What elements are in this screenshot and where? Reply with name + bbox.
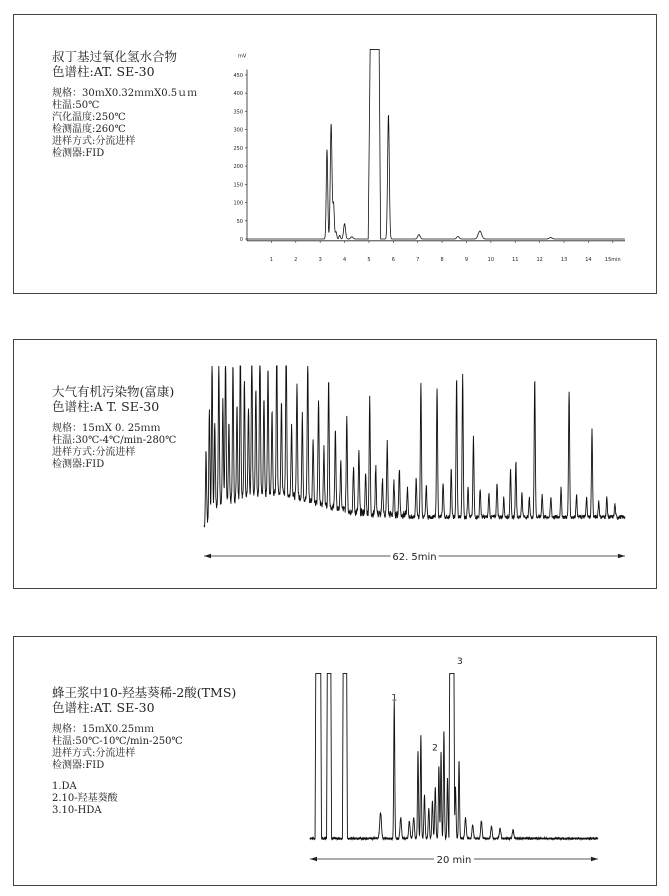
chromatogram-panel-2 [13,339,657,589]
arrow-head-left [310,857,317,861]
y-tick-label: 0 [239,237,243,243]
arrow-head-left [204,554,211,558]
x-tick-label: 11 [512,256,519,263]
spec-line: 检测器:FID [52,148,105,159]
x-tick-label: 1 [269,256,273,263]
y-tick-label: 450 [233,72,243,79]
y-tick-label: 50 [236,218,243,225]
x-tick-label: 10 [487,256,495,263]
spec-line: 柱温:30℃-4℃/min-280℃ [52,435,177,446]
spec-line: 进样方式:分流进样 [52,748,136,759]
chromatogram-panel-1 [13,14,657,294]
spec-line: 规格：15ｍX0.25ｍｍ [52,724,155,735]
y-tick-label: 200 [233,164,243,171]
chromatogram-1 [14,15,658,295]
spec-line: 柱温:50℃-10℃/min-250℃ [52,736,183,747]
arrow-head-right [618,554,625,558]
sample-title: 大气有机污染物(富康) [52,384,175,399]
x-tick-label: 5 [367,256,371,263]
peak-legend-item: 2.10-羟基葵酸 [52,793,118,804]
y-tick-label: 400 [233,91,243,98]
x-tick-label: 14 [585,256,592,263]
y-tick-label: 250 [233,145,243,152]
x-tick-label: 9 [464,256,469,263]
x-tick-label: 8 [440,256,444,263]
y-tick-label: 350 [233,109,243,116]
chromatogram-trace [310,673,598,839]
spec-line: 检测器:FID [52,760,105,771]
y-tick-label: 150 [233,182,243,189]
peak-legend-item: 3.10-HDA [52,805,102,816]
column-label: 色谱柱:AT. SE-30 [52,64,155,79]
chromatogram-trace [247,49,625,239]
x-tick-label: 15min [604,256,621,263]
spec-line: 规格：15ｍX 0. 25ｍｍ [52,423,161,434]
x-tick-label: 2 [294,256,298,263]
chromatogram-panel-3 [13,636,657,886]
spec-line: 柱温:50℃ [52,100,100,111]
x-tick-label: 12 [536,256,543,263]
spec-line: 检测温度:260℃ [52,124,126,135]
spec-line: 进样方式:分流进样 [52,136,136,147]
peak-label-3: 3 [456,657,463,667]
column-label: 色谱柱:A T. SE-30 [52,399,160,414]
x-tick-label: 13 [560,256,568,263]
chromatogram-2 [14,340,658,590]
spec-line: 进样方式:分流进样 [52,447,136,458]
spec-line: 汽化温度:250℃ [52,112,126,123]
y-tick-label: 100 [233,200,243,207]
y-axis-unit: mV [238,53,247,60]
x-tick-label: 7 [416,256,420,263]
sample-title: 叔丁基过氧化氢水合物 [52,49,178,64]
duration-label: 62. 5min [392,552,437,563]
duration-label: 20 min [436,855,472,866]
x-tick-label: 6 [391,256,395,263]
y-tick-label: 300 [233,127,243,134]
x-tick-label: 3 [318,256,322,263]
chromatogram-trace [204,366,625,527]
peak-label-1: 1 [391,693,398,704]
arrow-head-right [591,857,598,861]
peak-label-2: 2 [432,743,438,754]
spec-line: 规格：30ｍX0.32ｍｍX0.5ｕｍ [52,88,198,99]
sample-title: 蜂王浆中10-羟基葵稀-2酸(TMS) [52,685,237,700]
column-label: 色谱柱:AT. SE-30 [52,700,155,715]
chromatogram-3 [14,637,658,887]
spec-line: 检测器:FID [52,459,105,470]
peak-legend-item: 1.DA [52,781,77,792]
x-tick-label: 4 [342,256,347,263]
